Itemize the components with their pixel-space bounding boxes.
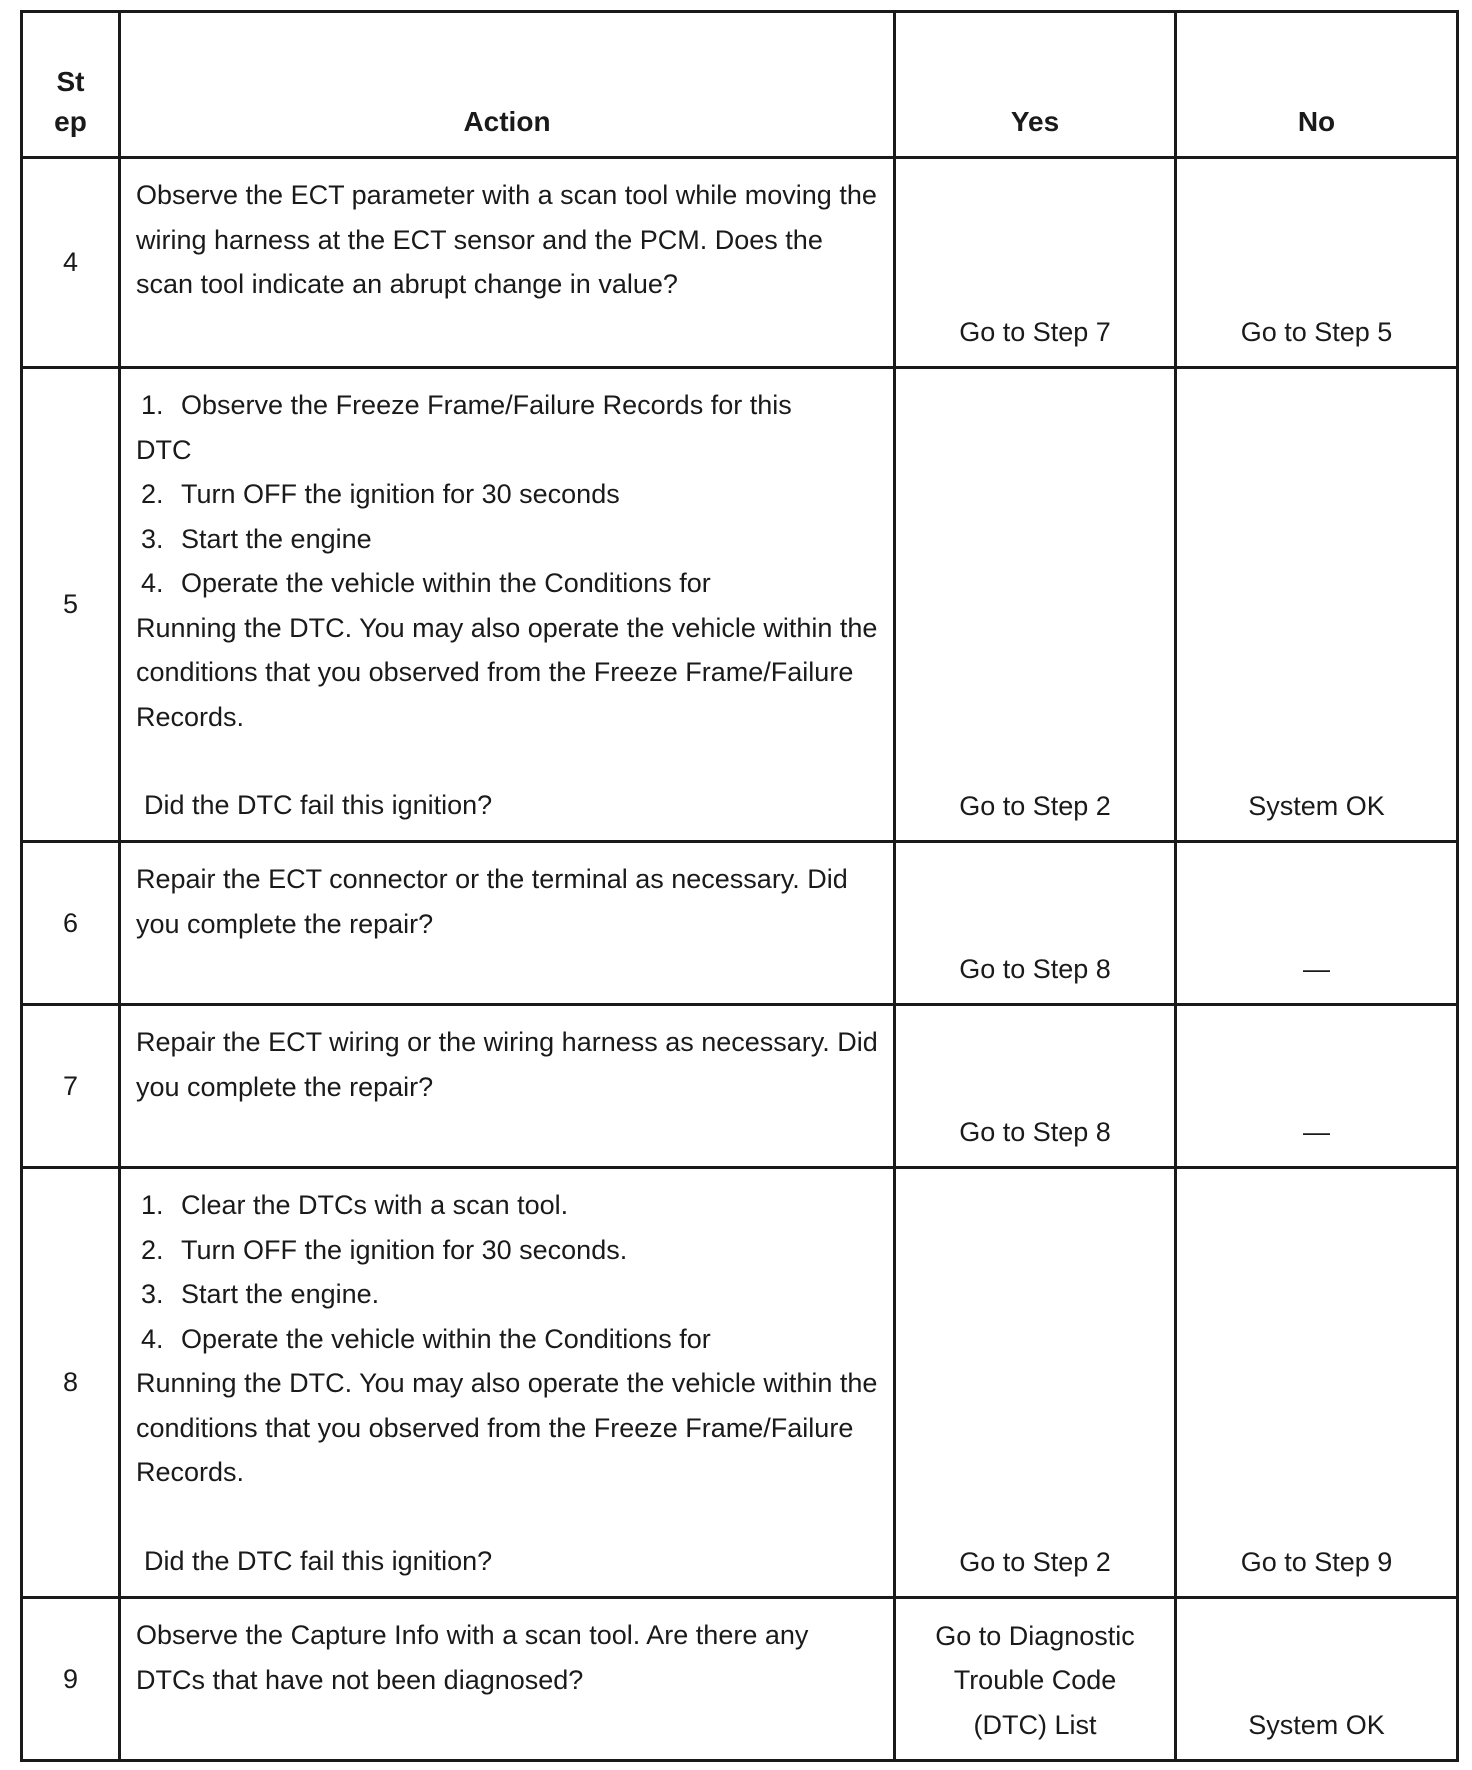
action-item: 2. Turn OFF the ignition for 30 seconds. xyxy=(141,1234,628,1265)
action-item: 3. Start the engine. xyxy=(141,1279,380,1309)
action-text xyxy=(120,1005,895,1168)
header-yes: Yes xyxy=(895,12,1176,158)
table-row xyxy=(22,842,1458,1005)
yes-result: Go to Step 7 xyxy=(895,158,1176,368)
table-row xyxy=(22,1005,1458,1168)
diagnostic-table xyxy=(20,10,1459,1762)
yes-result: Go to Diagnostic Trouble Code (DTC) List xyxy=(895,1598,1176,1761)
action-paragraph: Repair the ECT connector or the terminal as necessary. Did you complete the repair? xyxy=(136,864,856,939)
action-text xyxy=(120,842,895,1005)
yes-result: Go to Step 2 xyxy=(895,368,1176,842)
table-row xyxy=(22,158,1458,368)
action-paragraph: Observe the ECT parameter with a scan tool while moving the wiring harness at the ECT sensor and the PCM. Does the scan tool indicate an abrupt change in value? xyxy=(136,180,885,299)
header-step: St ep xyxy=(22,12,120,158)
yes-result: Go to Step 8 xyxy=(895,1005,1176,1168)
no-result: — xyxy=(1176,1005,1458,1168)
action-item: 2. Turn OFF the ignition for 30 seconds xyxy=(141,479,620,509)
action-item: 4. Operate the vehicle within the Conditions for xyxy=(141,1323,711,1354)
action-text xyxy=(120,368,895,842)
action-item-continuation: Running the DTC. You may also operate the vehicle within the conditions that you observed from the Freeze Frame/Failure Records. xyxy=(136,1368,885,1487)
no-result: Go to Step 5 xyxy=(1176,158,1458,368)
action-item: 4. Operate the vehicle within the Conditions for xyxy=(141,568,711,598)
no-result: — xyxy=(1176,842,1458,1005)
action-item: 3. Start the engine xyxy=(141,523,372,554)
header-no: No xyxy=(1176,12,1458,158)
step-number: 9 xyxy=(22,1598,120,1761)
action-paragraph: Observe the Capture Info with a scan tool. Are there any DTCs that have not been diagnosed? xyxy=(136,1620,816,1695)
header-action: Action xyxy=(120,12,895,158)
header-row xyxy=(22,12,1458,158)
action-question: Did the DTC fail this ignition? xyxy=(144,1545,493,1576)
table-row xyxy=(22,1168,1458,1598)
yes-result: Go to Step 8 xyxy=(895,842,1176,1005)
action-item-continuation: Running the DTC. You may also operate the vehicle within the conditions that you observed from the Freeze Frame/Failure Records. xyxy=(136,612,885,732)
step-number: 4 xyxy=(22,158,120,368)
step-number: 7 xyxy=(22,1005,120,1168)
no-result: System OK xyxy=(1176,1598,1458,1761)
no-result: Go to Step 9 xyxy=(1176,1168,1458,1598)
step-number: 8 xyxy=(22,1168,120,1598)
yes-result: Go to Step 2 xyxy=(895,1168,1176,1598)
action-text xyxy=(120,158,895,368)
action-question: Did the DTC fail this ignition? xyxy=(144,790,493,820)
action-text xyxy=(120,1168,895,1598)
table-row xyxy=(22,368,1458,842)
table-row xyxy=(22,1598,1458,1761)
action-text xyxy=(120,1598,895,1761)
step-number: 5 xyxy=(22,368,120,842)
no-result: System OK xyxy=(1176,368,1458,842)
action-item-continuation: DTC xyxy=(136,434,192,465)
action-item: 1. Clear the DTCs with a scan tool. xyxy=(141,1190,569,1220)
action-item: 1. Observe the Freeze Frame/Failure Records for this xyxy=(141,390,792,420)
action-paragraph: Repair the ECT wiring or the wiring harness as necessary. Did you complete the repair? xyxy=(136,1027,886,1102)
step-number: 6 xyxy=(22,842,120,1005)
